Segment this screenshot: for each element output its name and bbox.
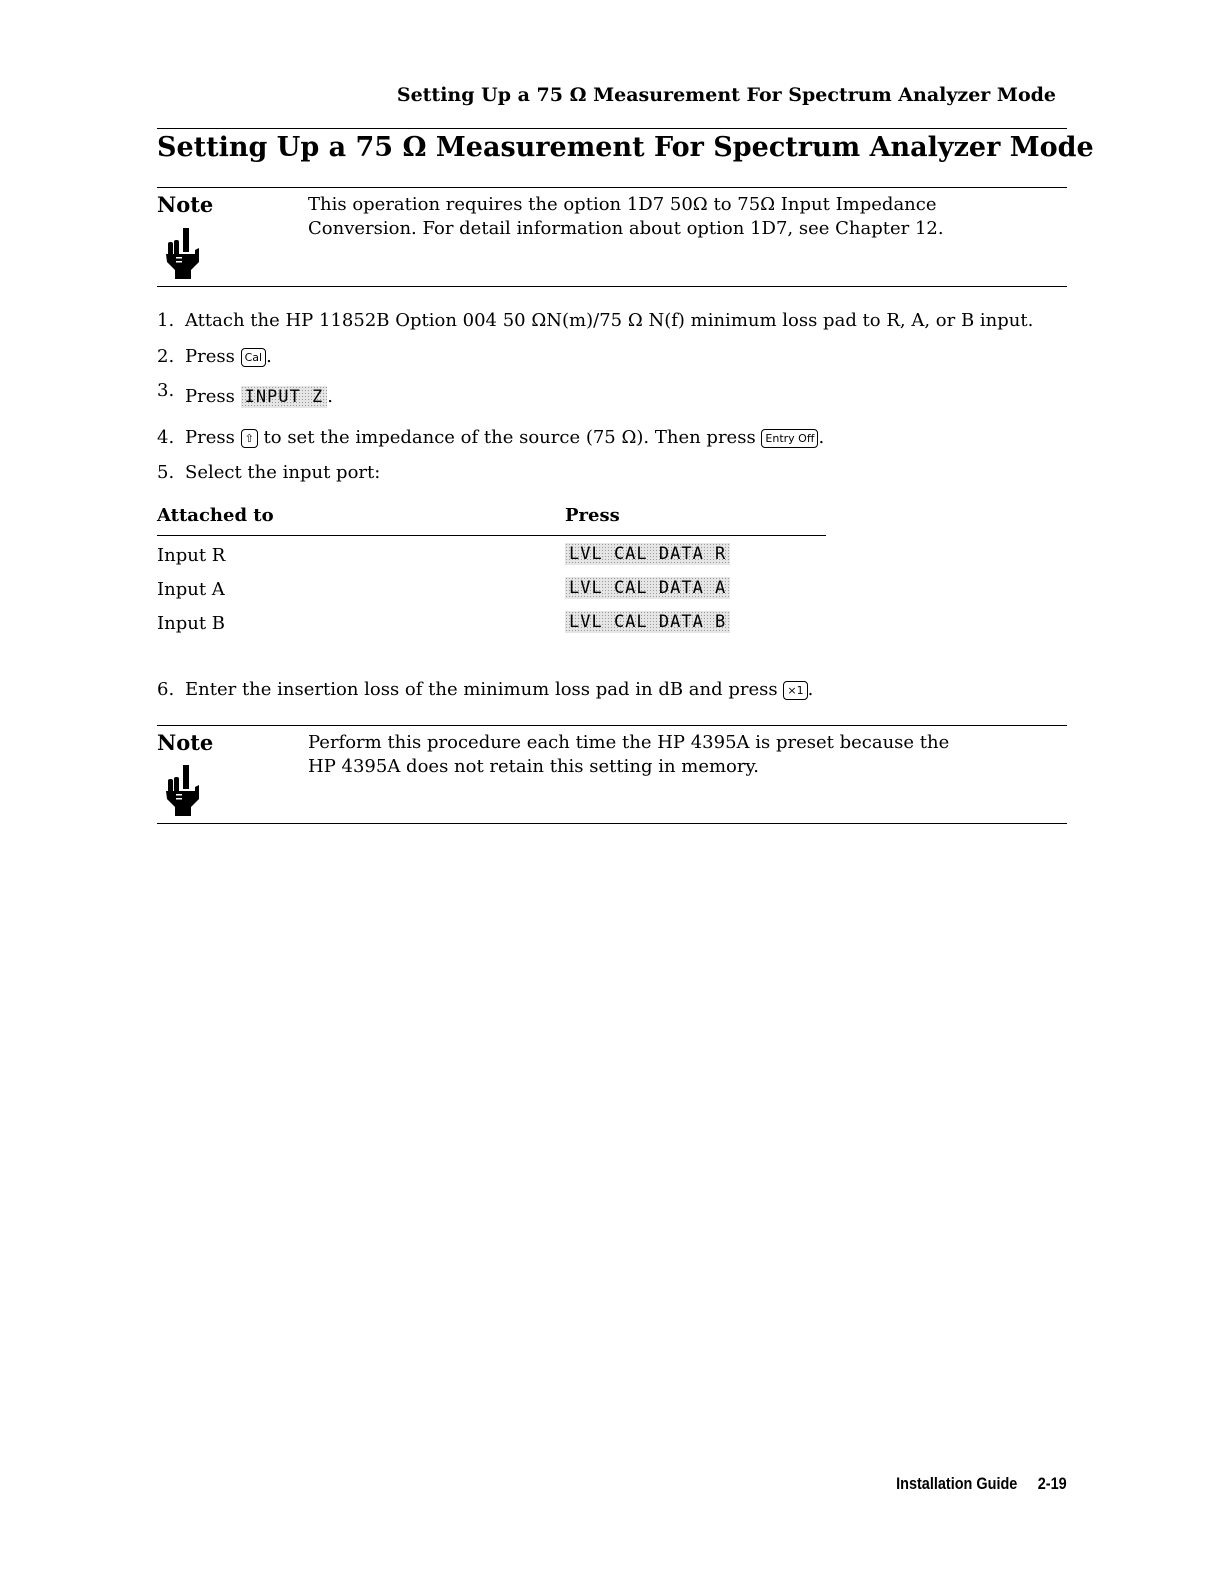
lvl-cal-data-a-softkey: LVL CAL DATA A (565, 577, 730, 599)
step-number: 1. (157, 310, 175, 331)
table-cell-press-a (565, 577, 730, 599)
running-head: Setting Up a 75 Ω Measurement For Spectrum Analyzer Mode (396, 84, 1056, 106)
cal-key: Cal (241, 348, 266, 367)
step-6 (157, 679, 813, 700)
step-text: Select the input port: (185, 462, 381, 483)
footer-page-number: 2-19 (1038, 1474, 1067, 1493)
note2-line2: HP 4395A does not retain this setting in memory. (308, 756, 760, 777)
entry-off-key: Entry Off (761, 429, 818, 448)
step-5 (157, 462, 380, 483)
step-text: Press (185, 346, 235, 367)
footer-guide-title: Installation Guide (896, 1474, 1018, 1493)
note2-text (308, 731, 949, 779)
note1-text (308, 193, 944, 241)
step-number: 5. (157, 462, 175, 483)
step-text: Press (185, 427, 235, 448)
step-4 (157, 427, 824, 448)
table-header-press: Press (565, 505, 620, 526)
x1-key: ×1 (783, 681, 807, 700)
lvl-cal-data-b-softkey: LVL CAL DATA B (565, 611, 730, 633)
rule-top (157, 128, 1067, 129)
step-text: to set the impedance of the source (75 Ω). Then press (263, 427, 756, 448)
note1-line1: This operation requires the option 1D7 50Ω to 75Ω Input Impedance (308, 194, 937, 215)
lvl-cal-data-r-softkey: LVL CAL DATA R (565, 543, 730, 565)
rule-note2-top (157, 725, 1067, 726)
table-header-rule (157, 535, 826, 536)
table-cell-press-r (565, 543, 730, 565)
table-cell-press-b (565, 611, 730, 633)
note2-line1: Perform this procedure each time the HP 4395A is preset because the (308, 732, 950, 753)
step-punct: . (327, 386, 333, 407)
pointing-hand-icon (165, 765, 201, 817)
note-label: Note (157, 192, 214, 217)
table-cell-attached-a: Input A (157, 579, 225, 600)
rule-note1-top (157, 187, 1067, 188)
step-number: 3. (157, 380, 175, 401)
step-3 (157, 380, 333, 408)
step-punct: . (807, 679, 814, 700)
table-cell-attached-r: Input R (157, 545, 226, 566)
step-punct: . (818, 427, 825, 448)
step-number: 6. (157, 679, 175, 700)
step-text: Press (185, 386, 235, 407)
step-text: Attach the HP 11852B Option 004 50 ΩN(m)/75 Ω N(f) minimum loss pad to R, A, or B input. (185, 310, 1034, 331)
table-header-attached: Attached to (157, 505, 274, 526)
note1-line2: Conversion. For detail information about option 1D7, see Chapter 12. (308, 218, 944, 239)
step-2 (157, 346, 272, 367)
note-label: Note (157, 730, 214, 755)
page-footer (896, 1474, 1067, 1494)
input-z-softkey: INPUT Z (241, 386, 328, 408)
step-text: Enter the insertion loss of the minimum loss pad in dB and press (185, 679, 778, 700)
step-number: 4. (157, 427, 175, 448)
rule-note1-bottom (157, 286, 1067, 287)
up-arrow-key: ⇧ (241, 429, 258, 448)
section-title: Setting Up a 75 Ω Measurement For Spectrum Analyzer Mode (157, 132, 1094, 163)
step-punct: . (266, 346, 272, 367)
step-1 (157, 310, 1033, 331)
step-number: 2. (157, 346, 175, 367)
table-cell-attached-b: Input B (157, 613, 226, 634)
pointing-hand-icon (165, 228, 201, 280)
rule-note2-bottom (157, 823, 1067, 824)
